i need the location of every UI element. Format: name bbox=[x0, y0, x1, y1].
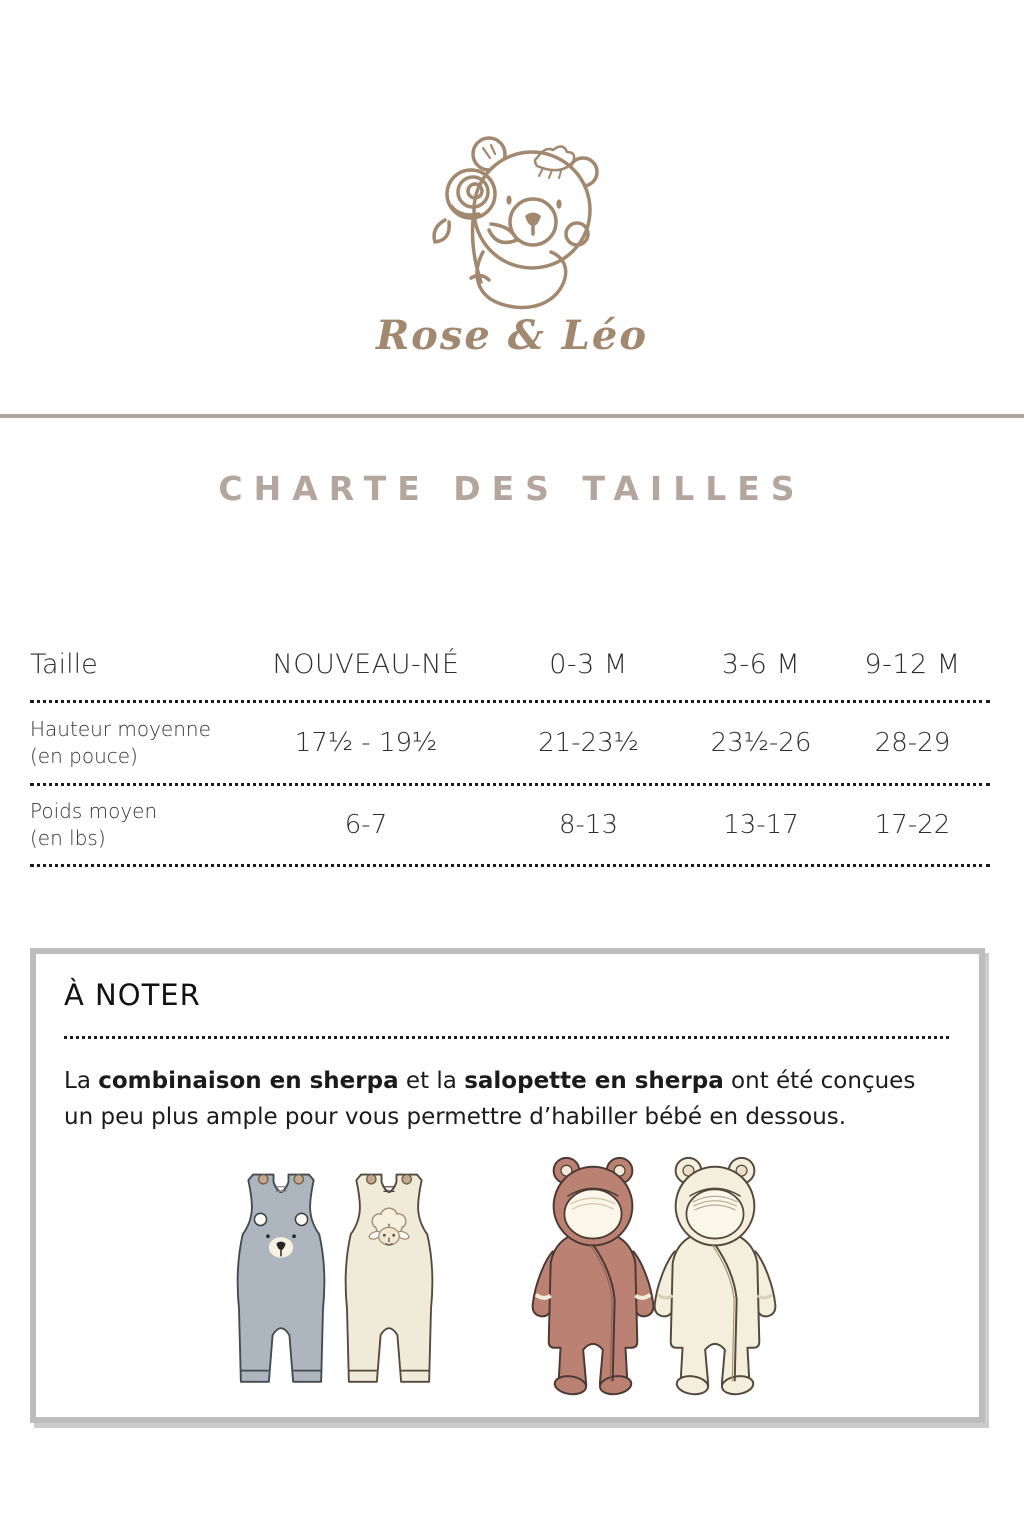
poids-3-6m: 13-17 bbox=[723, 810, 799, 840]
poids-nouveau-ne: 6-7 bbox=[344, 810, 388, 840]
table-row-poids bbox=[30, 786, 990, 867]
poids-9-12m: 17-22 bbox=[874, 810, 951, 840]
bear-holding-rose-icon bbox=[387, 128, 637, 310]
size-chart-table bbox=[30, 628, 990, 867]
note-text: La combinaison en sherpa et la salopette en sherpa ont été conçues un peu plus ample pour vous permettre d’habiller bébé en dessous. bbox=[64, 1068, 916, 1130]
hauteur-0-3m: 21-23½ bbox=[538, 728, 639, 758]
hauteur-nouveau-ne: 17½ - 19½ bbox=[294, 728, 438, 758]
garment-illustrations bbox=[64, 1149, 949, 1397]
salopettes-pair bbox=[225, 1165, 445, 1397]
salopette-ours-gris-icon bbox=[225, 1165, 337, 1397]
page-title: CHARTE DES TAILLES bbox=[218, 469, 806, 508]
hauteur-9-12m: 28-29 bbox=[874, 728, 951, 758]
row-label-hauteur: Hauteur moyenne (en pouce) bbox=[30, 717, 211, 768]
column-9-12m: 9-12 M bbox=[864, 648, 961, 680]
table-header-row bbox=[30, 628, 990, 703]
note-title: À NOTER bbox=[64, 978, 201, 1012]
brand-name: Rose & Léo bbox=[375, 312, 649, 359]
combinaisons-pair bbox=[519, 1149, 789, 1397]
brand-logo bbox=[0, 128, 1024, 359]
poids-0-3m: 8-13 bbox=[558, 810, 618, 840]
section-divider bbox=[0, 414, 1024, 418]
column-0-3m: 0-3 M bbox=[549, 648, 628, 680]
row-label-poids: Poids moyen (en lbs) bbox=[30, 799, 158, 850]
hauteur-3-6m: 23½-26 bbox=[710, 728, 812, 758]
note-box bbox=[30, 948, 985, 1423]
note-divider bbox=[64, 1036, 949, 1039]
header-taille: Taille bbox=[30, 648, 98, 680]
combinaison-sherpa-creme-icon bbox=[641, 1149, 789, 1397]
table-row-hauteur bbox=[30, 703, 990, 786]
column-3-6m: 3-6 M bbox=[721, 648, 801, 680]
salopette-mouton-creme-icon bbox=[333, 1165, 445, 1397]
column-nouveau-ne: NOUVEAU-NÉ bbox=[272, 648, 460, 680]
